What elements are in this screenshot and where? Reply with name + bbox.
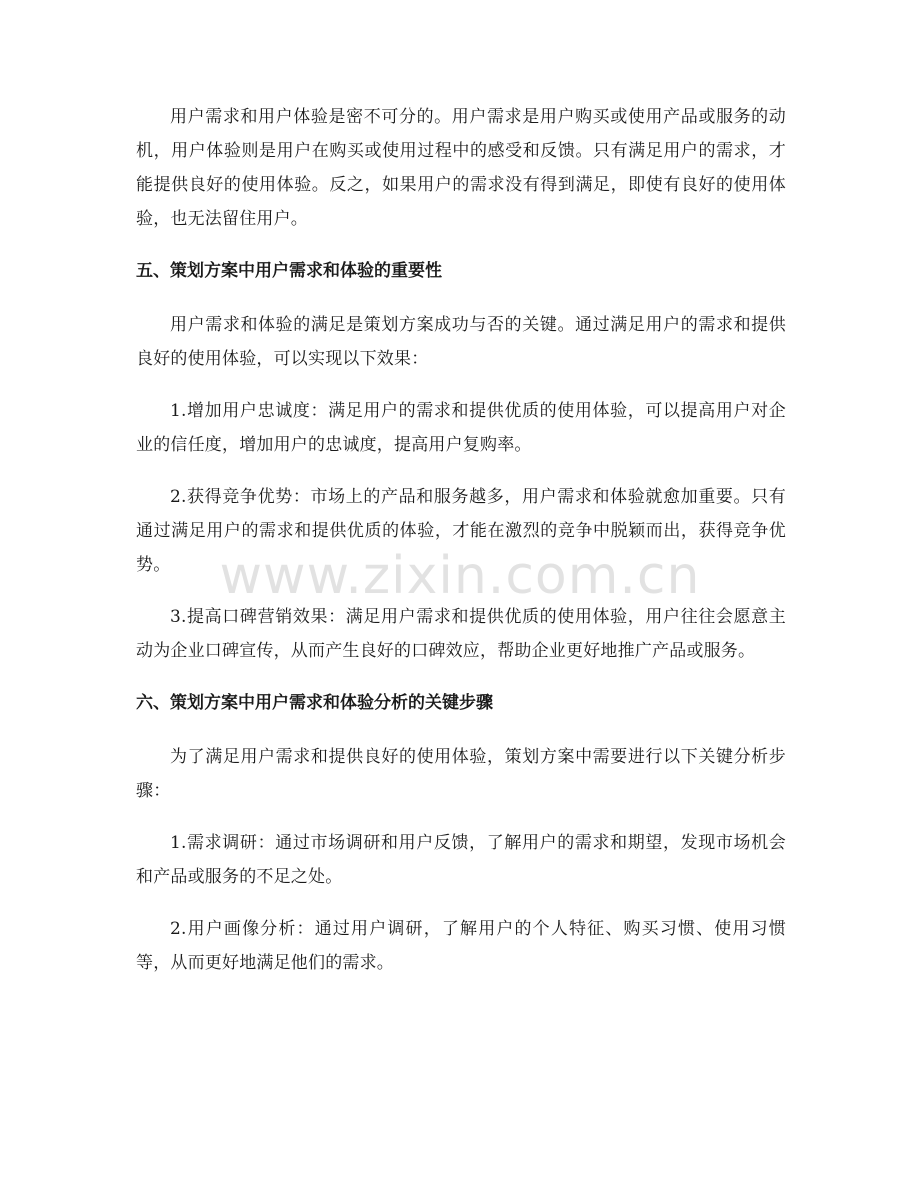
list-item-demand-research: 1.需求调研：通过市场调研和用户反馈，了解用户的需求和期望，发现市场机会和产品或服务的不足之处。	[136, 833, 786, 887]
list-item-user-persona: 2.用户画像分析：通过用户调研，了解用户的个人特征、购买习惯、使用习惯等，从而更好地满足他们的需求。	[136, 919, 786, 973]
watermark: www.zixin.com.cn	[219, 546, 701, 606]
intro-paragraph: 用户需求和用户体验是密不可分的。用户需求是用户购买或使用产品或服务的动机，用户体验则是用户在购买或使用过程中的感受和反馈。只有满足用户的需求，才能提供良好的使用体验。反之，如果用户的需求没有得到满足，即使有良好的使用体验，也无法留住用户。	[136, 107, 786, 229]
section-five-intro: 用户需求和体验的满足是策划方案成功与否的关键。通过满足用户的需求和提供良好的使用体验，可以实现以下效果：	[136, 315, 786, 369]
document-body	[136, 100, 786, 998]
section-six-heading: 六、策划方案中用户需求和体验分析的关键步骤	[136, 693, 493, 713]
section-five-heading: 五、策划方案中用户需求和体验的重要性	[136, 261, 442, 281]
list-item-loyalty: 1.增加用户忠诚度：满足用户的需求和提供优质的使用体验，可以提高用户对企业的信任度，增加用户的忠诚度，提高用户复购率。	[136, 401, 786, 455]
section-six-intro: 为了满足用户需求和提供良好的使用体验，策划方案中需要进行以下关键分析步骤：	[136, 747, 786, 801]
list-item-word-of-mouth: 3.提高口碑营销效果：满足用户需求和提供优质的使用体验，用户往往会愿意主动为企业口碑宣传，从而产生良好的口碑效应，帮助企业更好地推广产品或服务。	[136, 607, 786, 661]
list-item-competitive-advantage: 2.获得竞争优势：市场上的产品和服务越多，用户需求和体验就愈加重要。只有通过满足用户的需求和提供优质的体验，才能在激烈的竞争中脱颖而出，获得竞争优势。	[136, 487, 786, 575]
